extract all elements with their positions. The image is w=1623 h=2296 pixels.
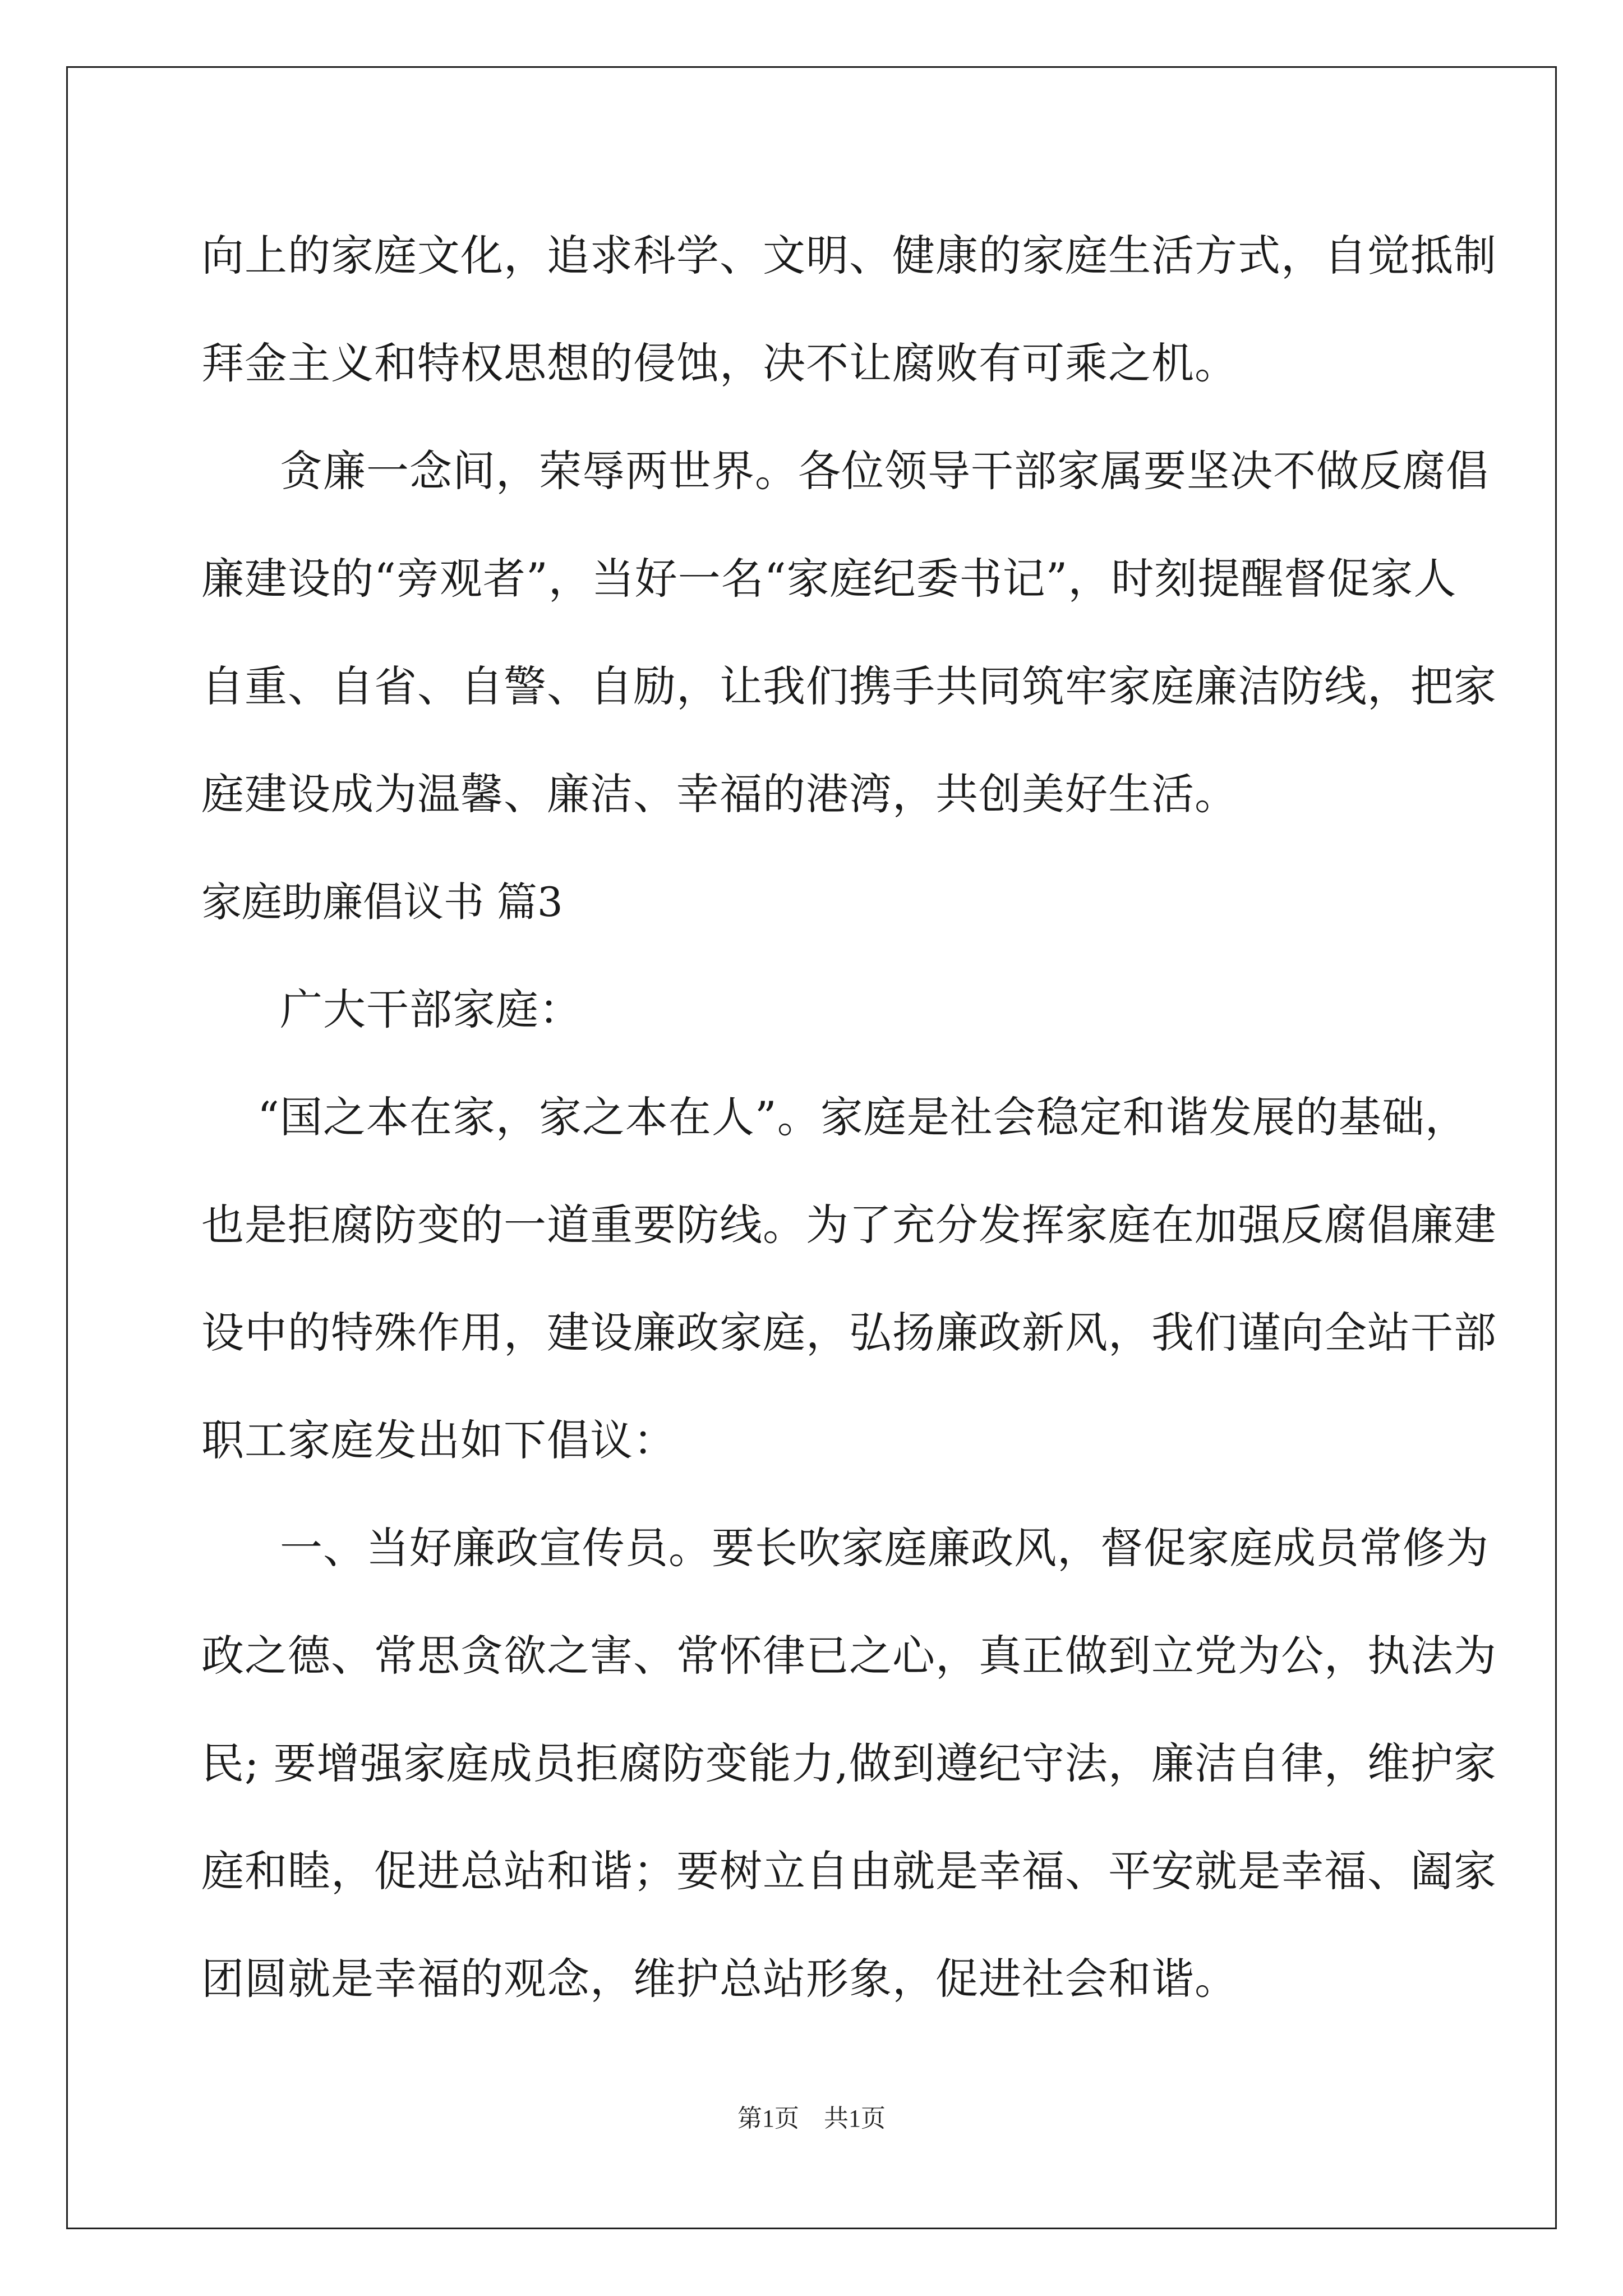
page-number-footer: 第1页 共1页 bbox=[737, 2105, 886, 2132]
salutation: 广大干部家庭： bbox=[280, 984, 582, 1034]
body-text-line: 庭建设成为温馨、廉洁、幸福的港湾，共创美好生活。 bbox=[201, 769, 1238, 819]
body-text-line: 庭和睦，促进总站和谐；要树立自由就是幸福、平安就是幸福、阖家 bbox=[201, 1846, 1497, 1896]
section-heading: 家庭助廉倡议书 篇3 bbox=[201, 878, 563, 926]
body-text-line: 自重、自省、自警、自励，让我们携手共同筑牢家庭廉洁防线，把家 bbox=[201, 661, 1497, 711]
body-text-line: 一、当好廉政宣传员。要长吹家庭廉政风，督促家庭成员常修为 bbox=[280, 1523, 1489, 1573]
body-text-line: 职工家庭发出如下倡议： bbox=[201, 1415, 676, 1465]
document-body bbox=[201, 202, 1497, 2033]
body-text-line: “国之本在家，家之本在人”。家庭是社会稳定和谐发展的基础， bbox=[257, 1092, 1468, 1142]
body-text-line: 政之德、常思贪欲之害、常怀律已之心，真正做到立党为公，执法为 bbox=[201, 1631, 1497, 1681]
body-text-line: 团圆就是幸福的观念，维护总站形象，促进社会和谐。 bbox=[201, 1954, 1238, 2004]
body-text-line: 向上的家庭文化，追求科学、文明、健康的家庭生活方式，自觉抵制 bbox=[201, 231, 1497, 280]
body-text-line: 廉建设的“旁观者”，当好一名“家庭纪委书记”，时刻提醒督促家人 bbox=[201, 554, 1457, 604]
body-text-line: 贪廉一念间，荣辱两世界。各位领导干部家属要坚决不做反腐倡 bbox=[280, 446, 1489, 496]
body-text-line: 设中的特殊作用，建设廉政家庭，弘扬廉政新风，我们谨向全站干部 bbox=[201, 1308, 1497, 1358]
body-text-line: 拜金主义和特权思想的侵蚀，决不让腐败有可乘之机。 bbox=[201, 338, 1238, 388]
body-text-line: 民; 要增强家庭成员拒腐防变能力,做到遵纪守法，廉洁自律，维护家 bbox=[201, 1738, 1497, 1788]
body-text-line: 也是拒腐防变的一道重要防线。为了充分发挥家庭在加强反腐倡廉建 bbox=[201, 1200, 1497, 1250]
